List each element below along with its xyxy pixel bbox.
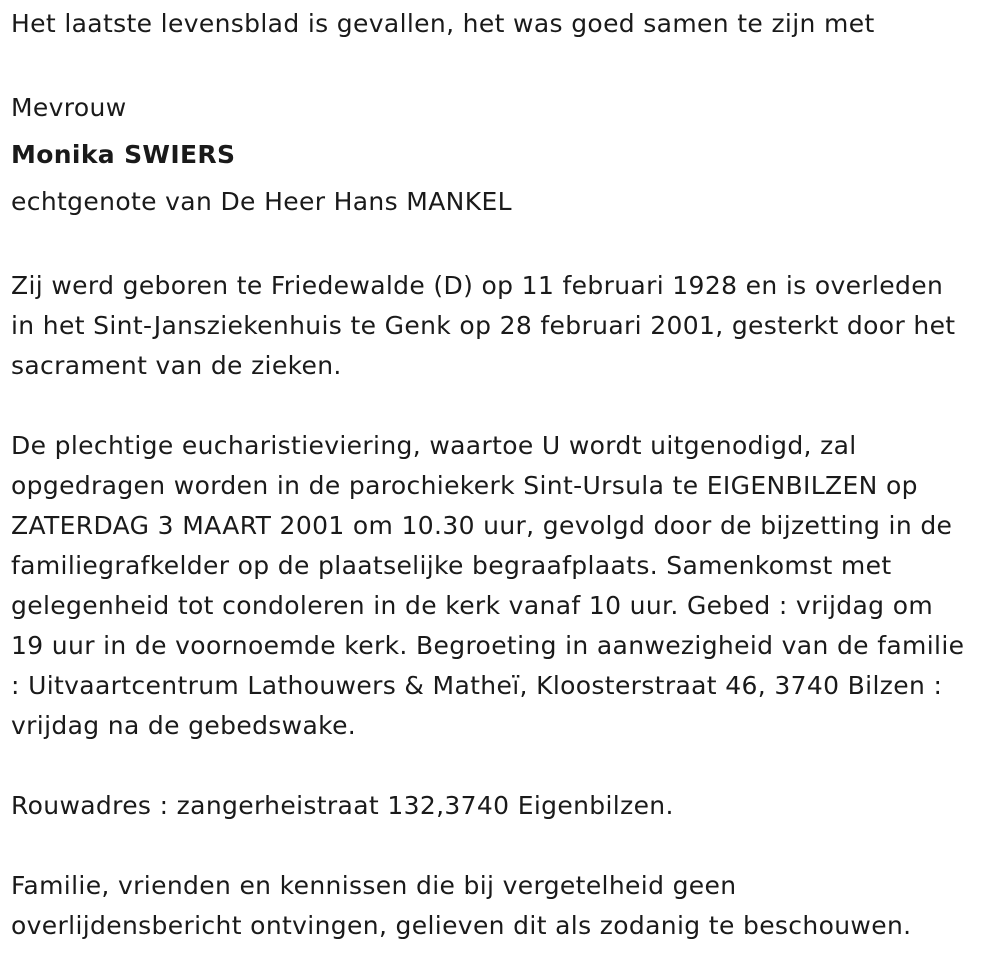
paragraph-line: Zij werd geboren te Friedewalde (D) op 11 februari 1928 en is overleden (11, 271, 944, 300)
ceremony-paragraph (11, 426, 996, 746)
paragraph-line: vrijdag na de gebedswake. (11, 711, 357, 740)
spacer (11, 44, 996, 84)
paragraph-line: 19 uur in de voornoemde kerk. Begroeting in aanwezigheid van de familie (11, 631, 965, 660)
paragraph-line: sacrament van de zieken. (11, 351, 342, 380)
paragraph-line: De plechtige eucharistieviering, waartoe U wordt uitgenodigd, zal (11, 431, 857, 460)
spacer (11, 226, 996, 266)
spacer (11, 826, 996, 866)
paragraph-line: opgedragen worden in de parochiekerk Sint-Ursula te EIGENBILZEN op (11, 471, 918, 500)
deceased-name: Monika SWIERS (11, 140, 236, 169)
salutation: Mevrouw (11, 93, 127, 122)
birth-paragraph (11, 266, 996, 386)
paragraph-line: in het Sint-Jansziekenhuis te Genk op 28 februari 2001, gesterkt door het (11, 311, 956, 340)
paragraph-line: familiegrafkelder op de plaatselijke begraafplaats. Samenkomst met (11, 551, 892, 580)
paragraph-line: gelegenheid tot condoleren in de kerk vanaf 10 uur. Gebed : vrijdag om (11, 591, 934, 620)
spouse-line: echtgenote van De Heer Hans MANKEL (11, 187, 512, 216)
spacer (11, 746, 996, 786)
spacer (11, 386, 996, 426)
paragraph-line: ZATERDAG 3 MAART 2001 om 10.30 uur, gevolgd door de bijzetting in de (11, 511, 953, 540)
paragraph-line: overlijdensbericht ontvingen, gelieven dit als zodanig te beschouwen. (11, 911, 912, 940)
mourning-address: Rouwadres : zangerheistraat 132,3740 Eigenbilzen. (11, 791, 674, 820)
obituary-document (11, 0, 996, 946)
intro-line: Het laatste levensblad is gevallen, het was goed samen te zijn met (11, 9, 875, 38)
paragraph-line: Familie, vrienden en kennissen die bij vergetelheid geen (11, 871, 737, 900)
closing-paragraph (11, 866, 996, 946)
paragraph-line: : Uitvaartcentrum Lathouwers & Matheï, Kloosterstraat 46, 3740 Bilzen : (11, 671, 943, 700)
